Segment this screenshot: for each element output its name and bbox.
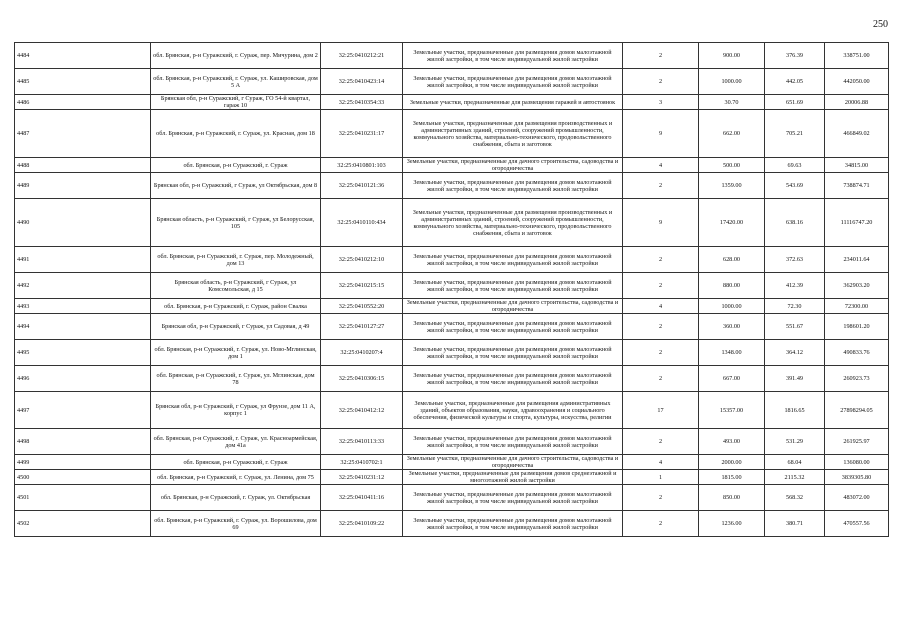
permitted-use-cell: Земельные участки, предназначенные для размещения домов малоэтажной жилой застройки, в том числе индивидуальной жилой застройки xyxy=(403,366,623,392)
group-code-cell: 3 xyxy=(623,95,699,110)
area-cell: 1359.00 xyxy=(699,173,765,199)
cadastral-number-cell: 32:25:0410207:4 xyxy=(321,340,403,366)
cadastral-value-cell: 466849.02 xyxy=(825,110,889,158)
cadastral-value-cell: 362903.20 xyxy=(825,273,889,299)
address-cell: обл. Брянская, р-н Суражский, г. Сураж, ул. Кашировская, дом 5 А xyxy=(151,69,321,95)
cadastral-number-cell: 32:25:0410215:15 xyxy=(321,273,403,299)
group-code-cell: 4 xyxy=(623,299,699,314)
cadastral-value-cell: 34815.00 xyxy=(825,158,889,173)
row-number-cell: 4497 xyxy=(15,392,151,429)
permitted-use-cell: Земельные участки, предназначенные для размещения производственных и административных зданий, строений, сооружений промышленности, коммунального хозяйства, материально-технического, продовольственного снабжения, сбыта и заготовок xyxy=(403,110,623,158)
group-code-cell: 2 xyxy=(623,429,699,455)
group-code-cell: 9 xyxy=(623,199,699,247)
area-cell: 667.00 xyxy=(699,366,765,392)
cadastral-number-cell: 32:25:0410231:12 xyxy=(321,470,403,485)
address-cell: обл. Брянская, р-н Суражский, г. Сураж, ул. Октябрьская xyxy=(151,485,321,511)
permitted-use-cell: Земельные участки, предназначенные для размещения домов малоэтажной жилой застройки, в том числе индивидуальной жилой застройки xyxy=(403,69,623,95)
row-number-cell: 4487 xyxy=(15,110,151,158)
unit-price-cell: 442.05 xyxy=(765,69,825,95)
table-row xyxy=(15,69,889,95)
area-cell: 1815.00 xyxy=(699,470,765,485)
table-body xyxy=(15,43,889,537)
address-cell: обл. Брянская, р-н Суражский, г. Сураж, ул. Ленина, дом 75 xyxy=(151,470,321,485)
area-cell: 1000.00 xyxy=(699,69,765,95)
row-number-cell: 4492 xyxy=(15,273,151,299)
permitted-use-cell: Земельные участки, предназначенные для дачного строительства, садоводства и огородничества xyxy=(403,455,623,470)
cadastral-number-cell: 32:25:0410411:16 xyxy=(321,485,403,511)
row-number-cell: 4501 xyxy=(15,485,151,511)
row-number-cell: 4498 xyxy=(15,429,151,455)
table-row xyxy=(15,470,889,485)
unit-price-cell: 543.69 xyxy=(765,173,825,199)
row-number-cell: 4495 xyxy=(15,340,151,366)
table-row xyxy=(15,392,889,429)
permitted-use-cell: Земельные участки, предназначенные для размещения домов малоэтажной жилой застройки, в том числе индивидуальной жилой застройки xyxy=(403,429,623,455)
group-code-cell: 1 xyxy=(623,470,699,485)
row-number-cell: 4496 xyxy=(15,366,151,392)
unit-price-cell: 705.21 xyxy=(765,110,825,158)
address-cell: обл. Брянская, р-н Суражский, г. Сураж, ул. Ново-Мглинская, дом 1 xyxy=(151,340,321,366)
group-code-cell: 2 xyxy=(623,69,699,95)
permitted-use-cell: Земельные участки, предназначенные для размещения домов малоэтажной жилой застройки, в том числе индивидуальной жилой застройки xyxy=(403,273,623,299)
cadastral-number-cell: 32:25:0410113:33 xyxy=(321,429,403,455)
address-cell: Брянская обл, р-н Суражский, г Сураж, ГО 54-й квартал, гараж 10 xyxy=(151,95,321,110)
cadastral-value-cell: 442050.00 xyxy=(825,69,889,95)
address-cell: обл. Брянская, р-н Суражский, г. Сураж xyxy=(151,455,321,470)
group-code-cell: 4 xyxy=(623,455,699,470)
permitted-use-cell: Земельные участки, предназначенные для размещения производственных и административных зданий, строений, сооружений промышленности, коммунального хозяйства, материально-технического, продовольственного снабжения, сбыта и заготовок xyxy=(403,199,623,247)
cadastral-value-cell: 27898294.05 xyxy=(825,392,889,429)
table-row xyxy=(15,340,889,366)
row-number-cell: 4494 xyxy=(15,314,151,340)
row-number-cell: 4502 xyxy=(15,511,151,537)
table-row xyxy=(15,273,889,299)
area-cell: 17420.00 xyxy=(699,199,765,247)
area-cell: 900.00 xyxy=(699,43,765,69)
cadastral-value-cell: 72300.00 xyxy=(825,299,889,314)
unit-price-cell: 412.39 xyxy=(765,273,825,299)
address-cell: обл. Брянская, р-н Суражский, г. Сураж xyxy=(151,158,321,173)
unit-price-cell: 376.39 xyxy=(765,43,825,69)
area-cell: 15357.00 xyxy=(699,392,765,429)
group-code-cell: 9 xyxy=(623,110,699,158)
row-number-cell: 4500 xyxy=(15,470,151,485)
area-cell: 850.00 xyxy=(699,485,765,511)
unit-price-cell: 364.12 xyxy=(765,340,825,366)
cadastral-value-cell: 136080.00 xyxy=(825,455,889,470)
group-code-cell: 2 xyxy=(623,43,699,69)
address-cell: Брянская область, р-н Суражский, г Сураж, ул Комсомольская, д 15 xyxy=(151,273,321,299)
address-cell: Брянская обл, р-н Суражский, г Сураж, ул Октябрьская, дом 8 xyxy=(151,173,321,199)
row-number-cell: 4493 xyxy=(15,299,151,314)
table-row xyxy=(15,43,889,69)
unit-price-cell: 72.30 xyxy=(765,299,825,314)
area-cell: 30.70 xyxy=(699,95,765,110)
unit-price-cell: 551.67 xyxy=(765,314,825,340)
unit-price-cell: 531.29 xyxy=(765,429,825,455)
unit-price-cell: 1816.65 xyxy=(765,392,825,429)
table-row xyxy=(15,429,889,455)
row-number-cell: 4486 xyxy=(15,95,151,110)
row-number-cell: 4499 xyxy=(15,455,151,470)
address-cell: обл. Брянская, р-н Суражский, г. Сураж, ул. Ворошилова, дом 69 xyxy=(151,511,321,537)
area-cell: 493.00 xyxy=(699,429,765,455)
table-row xyxy=(15,314,889,340)
unit-price-cell: 2115.32 xyxy=(765,470,825,485)
address-cell: обл. Брянская, р-н Суражский, г. Сураж, район Свалка xyxy=(151,299,321,314)
group-code-cell: 17 xyxy=(623,392,699,429)
group-code-cell: 2 xyxy=(623,366,699,392)
table-row xyxy=(15,158,889,173)
permitted-use-cell: Земельные участки, предназначенные для размещения административных зданий, объектов образования, науки, здравоохранения и социального обеспечения, физической культуры и спорта, культуры, искусства, религии xyxy=(403,392,623,429)
table-row xyxy=(15,299,889,314)
cadastral-value-cell: 470557.56 xyxy=(825,511,889,537)
cadastral-value-cell: 260923.73 xyxy=(825,366,889,392)
cadastral-number-cell: 32:25:0410121:36 xyxy=(321,173,403,199)
address-cell: Брянская обл, р-н Суражский, г Сураж, ул Фрунзе, дом 11 А, корпус 1 xyxy=(151,392,321,429)
address-cell: обл. Брянская, р-н Суражский, г. Сураж, пер. Молодежный, дом 13 xyxy=(151,247,321,273)
unit-price-cell: 69.63 xyxy=(765,158,825,173)
area-cell: 360.00 xyxy=(699,314,765,340)
permitted-use-cell: Земельные участки, предназначенные для дачного строительства, садоводства и огородничества xyxy=(403,158,623,173)
group-code-cell: 4 xyxy=(623,158,699,173)
table-row xyxy=(15,247,889,273)
unit-price-cell: 651.69 xyxy=(765,95,825,110)
permitted-use-cell: Земельные участки, предназначенные для размещения домов малоэтажной жилой застройки, в том числе индивидуальной жилой застройки xyxy=(403,247,623,273)
table-row xyxy=(15,485,889,511)
unit-price-cell: 638.16 xyxy=(765,199,825,247)
cadastral-number-cell: 32:25:0410231:17 xyxy=(321,110,403,158)
cadastral-number-cell: 32:25:0410801:103 xyxy=(321,158,403,173)
cadastral-value-cell: 338751.00 xyxy=(825,43,889,69)
table-row xyxy=(15,173,889,199)
table-row xyxy=(15,110,889,158)
cadastral-number-cell: 32:25:0410423:14 xyxy=(321,69,403,95)
cadastral-number-cell: 32:25:0410412:12 xyxy=(321,392,403,429)
unit-price-cell: 68.04 xyxy=(765,455,825,470)
cadastral-number-cell: 32:25:0410354:33 xyxy=(321,95,403,110)
area-cell: 1236.00 xyxy=(699,511,765,537)
permitted-use-cell: Земельные участки, предназначенные для размещения гаражей и автостоянок xyxy=(403,95,623,110)
row-number-cell: 4485 xyxy=(15,69,151,95)
row-number-cell: 4484 xyxy=(15,43,151,69)
area-cell: 628.00 xyxy=(699,247,765,273)
group-code-cell: 2 xyxy=(623,314,699,340)
cadastral-value-cell: 483072.00 xyxy=(825,485,889,511)
unit-price-cell: 568.32 xyxy=(765,485,825,511)
address-cell: обл. Брянская, р-н Суражский, г. Сураж, ул. Красная, дом 18 xyxy=(151,110,321,158)
area-cell: 2000.00 xyxy=(699,455,765,470)
permitted-use-cell: Земельные участки, предназначенные для размещения домов малоэтажной жилой застройки, в том числе индивидуальной жилой застройки xyxy=(403,485,623,511)
cadastral-value-cell: 234011.64 xyxy=(825,247,889,273)
permitted-use-cell: Земельные участки, предназначенные для дачного строительства, садоводства и огородничества xyxy=(403,299,623,314)
group-code-cell: 2 xyxy=(623,340,699,366)
cadastral-value-cell: 738874.71 xyxy=(825,173,889,199)
group-code-cell: 2 xyxy=(623,173,699,199)
group-code-cell: 2 xyxy=(623,511,699,537)
cadastral-value-cell: 490833.76 xyxy=(825,340,889,366)
page-number: 250 xyxy=(873,19,888,30)
group-code-cell: 2 xyxy=(623,485,699,511)
cadastral-value-cell: 261925.97 xyxy=(825,429,889,455)
address-cell: Брянская область, р-н Суражский, г Сураж, ул Белорусская, 105 xyxy=(151,199,321,247)
area-cell: 1000.00 xyxy=(699,299,765,314)
permitted-use-cell: Земельные участки, предназначенные для размещения домов малоэтажной жилой застройки, в том числе индивидуальной жилой застройки xyxy=(403,314,623,340)
cadastral-value-cell: 198601.20 xyxy=(825,314,889,340)
table-row xyxy=(15,455,889,470)
unit-price-cell: 380.71 xyxy=(765,511,825,537)
permitted-use-cell: Земельные участки, предназначенные для размещения домов малоэтажной жилой застройки, в том числе индивидуальной жилой застройки xyxy=(403,173,623,199)
row-number-cell: 4490 xyxy=(15,199,151,247)
permitted-use-cell: Земельные участки, предназначенные для размещения домов малоэтажной жилой застройки, в том числе индивидуальной жилой застройки xyxy=(403,43,623,69)
address-cell: Брянская обл, р-н Суражский, г Сураж, ул Садовая, д 49 xyxy=(151,314,321,340)
cadastral-number-cell: 32:25:0410552:20 xyxy=(321,299,403,314)
row-number-cell: 4491 xyxy=(15,247,151,273)
cadastral-number-cell: 32:25:0410127:27 xyxy=(321,314,403,340)
cadastral-value-cell: 11116747.20 xyxy=(825,199,889,247)
area-cell: 662.00 xyxy=(699,110,765,158)
row-number-cell: 4489 xyxy=(15,173,151,199)
land-registry-table xyxy=(14,42,889,537)
area-cell: 1348.00 xyxy=(699,340,765,366)
cadastral-number-cell: 32:25:0410306:15 xyxy=(321,366,403,392)
address-cell: обл. Брянская, р-н Суражский, г. Сураж, ул. Красноармейская, дом 41а xyxy=(151,429,321,455)
unit-price-cell: 372.63 xyxy=(765,247,825,273)
table-row xyxy=(15,199,889,247)
row-number-cell: 4488 xyxy=(15,158,151,173)
cadastral-value-cell: 20006.88 xyxy=(825,95,889,110)
table-row xyxy=(15,95,889,110)
cadastral-value-cell: 3839305.80 xyxy=(825,470,889,485)
group-code-cell: 2 xyxy=(623,273,699,299)
cadastral-number-cell: 32:25:0410212:10 xyxy=(321,247,403,273)
address-cell: обл. Брянская, р-н Суражский, г. Сураж, ул. Мглинская, дом 78 xyxy=(151,366,321,392)
table-row xyxy=(15,366,889,392)
cadastral-number-cell: 32:25:0410110:434 xyxy=(321,199,403,247)
address-cell: обл. Брянская, р-н Суражский, г. Сураж, пер. Мичурина, дом 2 xyxy=(151,43,321,69)
permitted-use-cell: Земельные участки, предназначенные для размещения домов малоэтажной жилой застройки, в том числе индивидуальной жилой застройки xyxy=(403,511,623,537)
group-code-cell: 2 xyxy=(623,247,699,273)
cadastral-number-cell: 32:25:0410702:1 xyxy=(321,455,403,470)
cadastral-number-cell: 32:25:0410109:22 xyxy=(321,511,403,537)
area-cell: 500.00 xyxy=(699,158,765,173)
permitted-use-cell: Земельные участки, предназначенные для размещения домов среднеэтажной и многоэтажной жилой застройки xyxy=(403,470,623,485)
unit-price-cell: 391.49 xyxy=(765,366,825,392)
table-row xyxy=(15,511,889,537)
cadastral-number-cell: 32:25:0410212:21 xyxy=(321,43,403,69)
permitted-use-cell: Земельные участки, предназначенные для размещения домов малоэтажной жилой застройки, в том числе индивидуальной жилой застройки xyxy=(403,340,623,366)
area-cell: 880.00 xyxy=(699,273,765,299)
